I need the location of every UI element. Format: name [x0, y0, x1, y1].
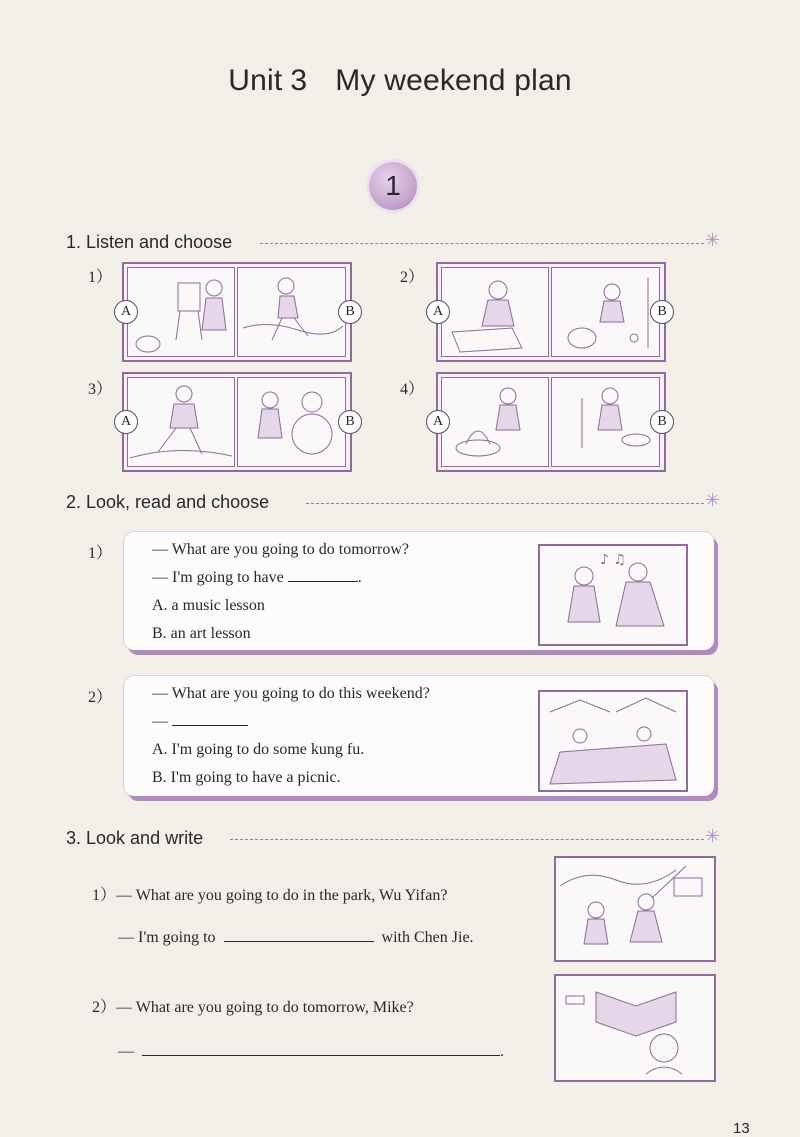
s2-q2-question: — What are you going to do this weekend?	[152, 685, 430, 702]
item4-number: 4）	[400, 381, 425, 398]
item1-picture-b	[237, 267, 346, 357]
running-girl-illustration	[238, 268, 345, 356]
item1-option-b[interactable]: B	[338, 300, 362, 324]
unit-word: Unit	[228, 64, 283, 97]
skating-girl-illustration	[128, 378, 234, 466]
s2-q1-card	[124, 532, 714, 650]
s2-q1-number: 1）	[88, 545, 113, 562]
item4-picture-b	[551, 377, 660, 467]
s2-q2-answer-line	[152, 708, 248, 736]
washing-clothes-illustration	[442, 378, 548, 466]
item1-number: 1）	[88, 269, 113, 286]
s2-q1-answer-suffix: .	[357, 569, 362, 586]
item4-option-b[interactable]: B	[650, 410, 674, 434]
flower-icon: ✳	[705, 490, 721, 510]
s3-q1-answer-blank[interactable]	[224, 941, 374, 942]
s2-q2-option-b[interactable]: B. I'm going to have a picnic.	[152, 769, 341, 786]
s2-q1-option-b[interactable]: B. an art lesson	[152, 625, 251, 642]
s3-q1-question: — What are you going to do in the park, Wu Yifan?	[116, 887, 448, 904]
flower-icon: ✳	[705, 826, 721, 846]
item2-number: 2）	[400, 269, 425, 286]
s2-q1-question: — What are you going to do tomorrow?	[152, 541, 409, 558]
s2-q1-answer-line	[152, 564, 362, 592]
item2-option-b[interactable]: B	[650, 300, 674, 324]
s3-q1-number: 1）	[92, 887, 117, 904]
item3-option-b[interactable]: B	[338, 410, 362, 434]
section3-divider	[230, 839, 704, 840]
s3-q2-question-line	[92, 994, 414, 1022]
item2-picture-b	[551, 267, 660, 357]
picnic-girl-illustration	[552, 268, 659, 356]
s3-q2-number: 2）	[92, 999, 117, 1016]
section2-divider	[306, 503, 704, 504]
flower-icon: ✳	[705, 230, 721, 250]
s2-q2-answer-prefix: —	[152, 713, 168, 730]
section1-divider	[260, 243, 704, 244]
park-kite-image	[556, 858, 714, 960]
s2-q1-answer-blank[interactable]	[288, 581, 358, 582]
item2-picture-frame	[436, 262, 666, 362]
lesson-badge: 1	[369, 162, 417, 210]
s3-q2-answer-blank[interactable]	[142, 1055, 500, 1056]
item3-option-a[interactable]: A	[114, 410, 138, 434]
s2-q2-number: 2）	[88, 689, 113, 706]
item3-picture-frame	[122, 372, 352, 472]
page-title	[0, 64, 800, 98]
s3-q1-answer-line	[118, 924, 474, 952]
s3-q2-question: — What are you going to do tomorrow, Mike?	[116, 999, 414, 1016]
item3-picture-a	[127, 377, 235, 467]
s3-q1-answer-prefix: — I'm going to	[118, 929, 216, 946]
svg-text:♪ ♫: ♪ ♫	[600, 552, 626, 568]
unit-number: 3	[290, 64, 308, 97]
item1-picture-frame	[122, 262, 352, 362]
s2-q2-answer-blank[interactable]	[172, 725, 248, 726]
page-number: 13	[733, 1120, 750, 1137]
painting-girl-illustration	[128, 268, 234, 356]
music-dancing-girls-image	[540, 546, 686, 644]
item1-option-a[interactable]: A	[114, 300, 138, 324]
s3-q2-answer-line	[118, 1038, 504, 1066]
item3-picture-b	[237, 377, 346, 467]
item3-number: 3）	[88, 381, 113, 398]
snowman-illustration	[238, 378, 345, 466]
section2-heading: 2. Look, read and choose	[66, 492, 270, 512]
music-lesson-illustration	[538, 544, 688, 646]
item2-option-a[interactable]: A	[426, 300, 450, 324]
item2-picture-a	[441, 267, 549, 357]
item4-picture-a	[441, 377, 549, 467]
section3-heading: 3. Look and write	[66, 828, 204, 848]
washing-dishes-illustration	[552, 378, 659, 466]
unit-name: My weekend plan	[335, 64, 572, 97]
drawing-girl-illustration	[442, 268, 548, 356]
s2-q2-card	[124, 676, 714, 796]
s2-q1-option-a[interactable]: A. a music lesson	[152, 597, 265, 614]
s2-q2-option-a[interactable]: A. I'm going to do some kung fu.	[152, 741, 365, 758]
s3-q2-answer-prefix: —	[118, 1043, 134, 1060]
s3-q1-answer-suffix: with Chen Jie.	[381, 929, 474, 946]
picnic-scene-image	[540, 692, 686, 790]
s3-q1-question-line	[92, 882, 447, 910]
item1-picture-a	[127, 267, 235, 357]
picnic-illustration	[538, 690, 688, 792]
section1-heading: 1. Listen and choose	[66, 232, 233, 252]
s3-q2-answer-suffix: .	[500, 1043, 504, 1060]
kite-flying-illustration	[554, 856, 716, 962]
s2-q1-answer-prefix: — I'm going to have	[152, 569, 284, 586]
item4-picture-frame	[436, 372, 666, 472]
boy-reading-image	[556, 976, 714, 1080]
english-lesson-illustration	[554, 974, 716, 1082]
item4-option-a[interactable]: A	[426, 410, 450, 434]
